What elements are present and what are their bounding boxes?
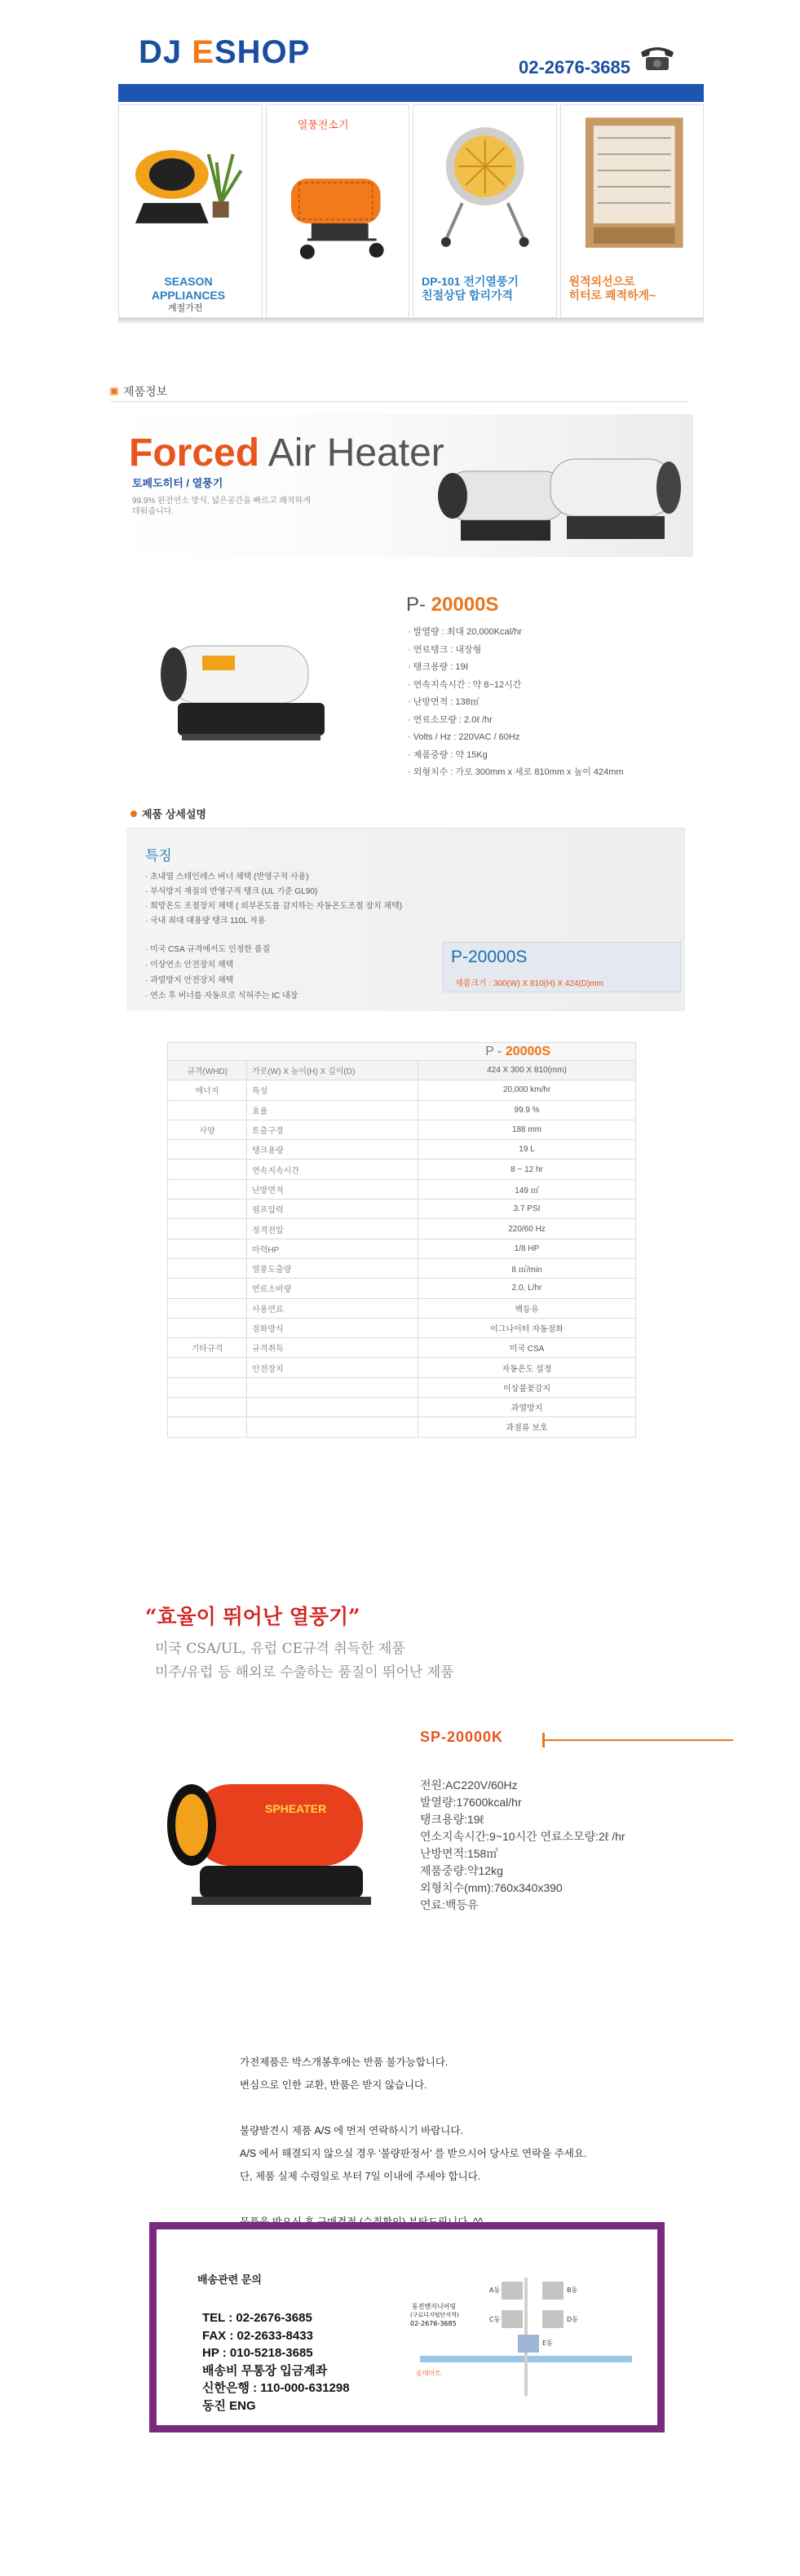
hero-title: Forced Air Heater [129,431,444,475]
sp-spec-item: 전원:AC220V/60Hz [420,1778,518,1792]
contact-tel: TEL : 02-2676-3685 [202,2311,312,2325]
contact-account: 신한은행 : 110-000-631298 [202,2381,350,2395]
hero-subtitle: 토페도히터 / 열풍기 [132,477,223,489]
dot-bullet-icon [130,811,137,817]
spec-table [167,1042,636,1438]
feature-item: · 미국 CSA 규격에서도 인정한 품질 [145,942,298,957]
table-row: 사용연료 백등유 [168,1298,636,1318]
sp-spec-item: 외형치수(mm):760x340x390 [420,1881,563,1894]
detail-title-text: 제품 상세설명 [142,808,206,820]
map-phone: 02-2676-3685 [410,2320,457,2327]
features-list-b [145,942,298,1004]
table-row: 연속지속시간 8 ~ 12 hr [168,1160,636,1179]
notice-line: 가전제품은 박스개봉후에는 반품 불가능합니다. [240,2057,449,2068]
banner-panel-season[interactable] [118,104,263,318]
model-underline [542,1739,733,1741]
table-row: 연료소비량 2.0, L/hr [168,1279,636,1298]
spec-item: · 외형치수 : 가로 300mm x 세로 810mm x 높이 424mm [408,764,624,782]
sp-spec-item: 난방면적:158㎡ [420,1847,498,1860]
promo-line-1: 미국 CSA/UL, 유럽 CE규격 취득한 제품 [155,1641,405,1657]
contact-info [202,2309,350,2415]
location-map [404,2261,640,2400]
table-row: 정격전압 220/60 Hz [168,1219,636,1239]
spec-item: · Volts / Hz : 220VAC / 60Hz [408,729,624,747]
detail-title [130,806,206,821]
feature-item: · 초내열 스테인레스 버너 채택 (반영구적 사용) [145,870,402,885]
sp-specs [420,1777,625,1914]
banner-caption: 원적외선으로 히터로 쾌적하게~ [568,275,656,302]
banner-caption: DP-101 전기열풍기 친절상담 합리가격 [422,275,519,302]
table-row: 탱크용량 19 L [168,1140,636,1160]
contact-company: 동진 ENG [202,2398,256,2413]
notice-gap [240,2097,680,2119]
table-header-row [168,1043,636,1061]
map-company-sub: (구로디지털단지역) [410,2312,459,2318]
model-box-name: P-20000S [451,948,528,966]
feature-item: · 이상연소 안전장치 채택 [145,957,298,973]
map-label: B동 [567,2287,578,2294]
table-row: 열풍도출량 8 ㎥/min [168,1258,636,1278]
heater-image [413,105,556,252]
table-row: 이상불꽃감지 [168,1377,636,1397]
notice-block [240,2051,680,2234]
table-row: 규격(WHD) 가로(W) X 높이(H) X 길이(D) 424 X 300 X 810(mm) [168,1061,636,1080]
hero-description: 99.9% 완전연소 방식, 넓은공간을 빠르고 쾌적하게 데워줍니다. [132,497,311,516]
banner-sub: 계절가전 [168,303,203,313]
notice-line: 단, 제품 실제 수령일로 부터 7일 이내에 주세야 합니다. [240,2171,481,2182]
notice-line: A/S 에서 해결되지 않으실 경우 '불량판정서' 를 받으시어 당사로 연락을 주세요. [240,2148,587,2159]
table-row: 과점류 보호 [168,1417,636,1437]
sp-spec-item: 제품중량:약12kg [420,1864,503,1877]
map-label: C동 [489,2316,501,2323]
table-header-cell: P - 20000S [168,1043,636,1061]
banner-panel-dp101[interactable] [413,104,557,318]
model-box-size: 제품크기 : 300(W) X 810(H) X 424(D)mm [455,979,604,988]
spec-item: · 연료소모량 : 2.0ℓ /hr [408,712,624,730]
hero-heater-image [428,447,689,549]
contact-hp: HP : 010-5218-3685 [202,2346,313,2360]
heater-image [267,105,409,309]
heater-image [119,105,262,252]
map-label: D동 [567,2316,578,2323]
table-row: 에너지 특성 20,000 km/hr [168,1080,636,1100]
map-company: 동진엔지니어링 [412,2303,457,2310]
shop-logo[interactable]: DJ ESHOP [139,34,311,70]
table-row: 안전장치 자동온도 설정 [168,1358,636,1377]
feature-item: · 국내 최대 대용량 탱크 110L 적용 [145,914,402,929]
contact-account-title: 배송비 무통장 입금계좌 [202,2363,328,2378]
square-bullet-icon [110,387,118,395]
product-specs [408,624,624,782]
category-banner [118,104,704,318]
banner-shadow [118,318,704,325]
table-row: 기타규격 규격취득 미국 CSA [168,1338,636,1358]
spec-item: · 연료탱크 : 내장형 [408,642,624,660]
svg-text:SPHEATER: SPHEATER [265,1802,327,1815]
sp-spec-item: 연료:백등유 [420,1898,479,1911]
table-row: 난방면적 149 ㎡ [168,1179,636,1199]
sp-spec-item: 발열량:17600kcal/hr [420,1796,522,1809]
notice-line: 불량발견시 제품 A/S 에 먼저 연락하시기 바랍니다. [240,2125,463,2136]
banner-caption: SEASON APPLIANCES [151,275,226,302]
features-list-a [145,870,402,929]
spec-item: · 연속지속시간 : 약 8~12시간 [408,677,624,695]
feature-item: · 부식방지 재질의 반영구적 탱크 (UL 기준 GL90) [145,885,402,899]
divider [110,401,689,402]
spec-item: · 발열량 : 최대 20,000Kcal/hr [408,624,624,642]
map-label: E동 [542,2340,553,2347]
banner-panel-infrared[interactable] [560,104,705,318]
sp-spec-item: 탱크용량:19ℓ [420,1813,484,1826]
phone-number: 02-2676-3685 [519,57,631,77]
contact-title: 배송관련 문의 [197,2273,262,2286]
feature-item: · 연소 후 버너를 자동으로 식혀주는 IC 내장 [145,988,298,1004]
banner-panel-heater[interactable] [266,104,410,318]
table-row: 점화방식 이그나이터 자동점화 [168,1318,636,1337]
feature-item: · 과열방지 안전장치 채택 [145,973,298,988]
map-label: A동 [489,2287,501,2294]
table-row: 펌프압력 3.7 PSI [168,1200,636,1219]
spec-item: · 제품중량 : 약 15Kg [408,747,624,765]
map-place: 롯데마트 [416,2370,441,2377]
table-row: 사양 토출구경 188 mm [168,1120,636,1139]
header-bar [118,84,704,102]
section-title-text: 제품정보 [123,385,168,398]
sp-model-name: SP-20000K [420,1729,504,1745]
section-title [110,383,167,400]
spec-item: · 탱크용량 : 19ℓ [408,659,624,677]
telephone-icon [636,41,678,73]
table-row: 과열방지 [168,1398,636,1417]
sp-heater-image [143,1752,408,1923]
notice-gap [240,2188,680,2211]
features-title: 특징 [145,848,172,864]
contact-fax: FAX : 02-2633-8433 [202,2328,313,2343]
sp-spec-item: 연소지속시간:9~10시간 연료소모량:2ℓ /hr [420,1830,625,1843]
notice-line: 변심으로 인한 교환, 반품은 받지 않습니다. [240,2079,427,2091]
spec-item: · 난방면적 : 138㎡ [408,694,624,712]
product-image [153,613,349,760]
svg-text:열풍전소기: 열풍전소기 [297,119,348,132]
table-row: 효율 99.9 % [168,1100,636,1120]
table-row: 마력HP 1/8 HP [168,1239,636,1258]
heater-image [561,105,704,260]
promo-line-2: 미주/유럽 등 해외로 수출하는 품질이 뛰어난 제품 [155,1664,454,1681]
promo-quote: “효율이 뛰어난 열풍기” [145,1605,360,1628]
feature-item: · 희망온도 조절장치 채택 ( 외부온도를 감지하는 자동온도조절 장치 채택) [145,899,402,914]
product-model: P- 20000S [406,594,499,616]
